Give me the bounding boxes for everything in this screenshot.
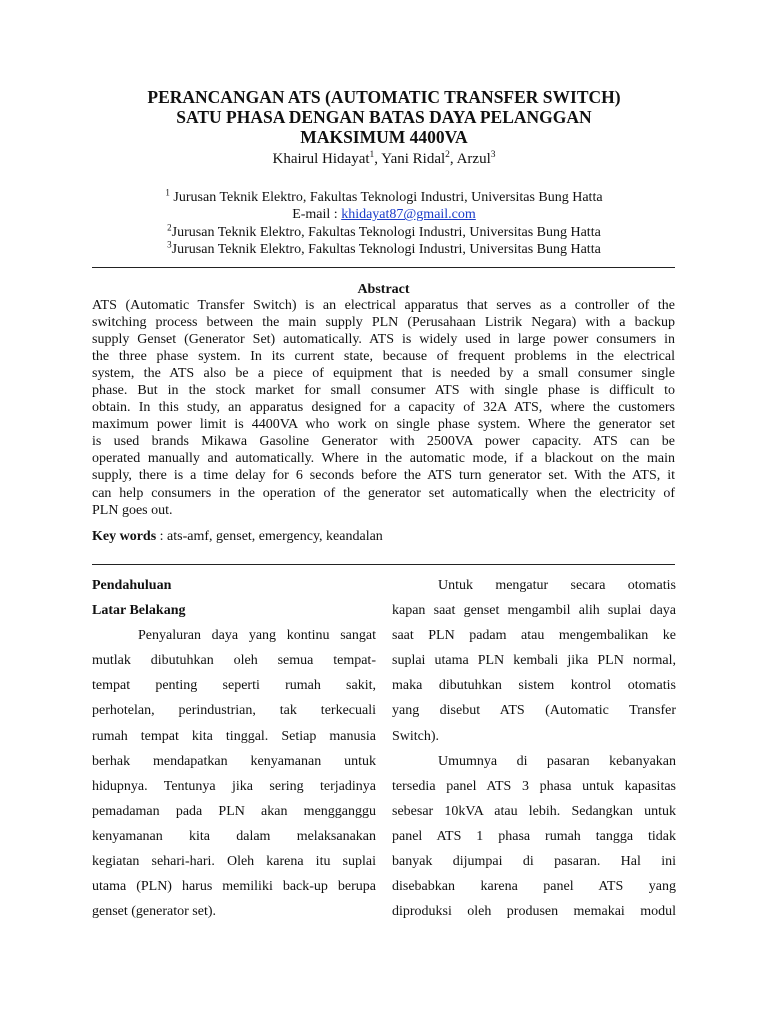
abstract-line: system, the ATS also be a piece of equipment that is needed by a small consumer single — [92, 366, 675, 382]
title-line: MAKSIMUM 4400VA — [300, 127, 468, 147]
author-name: Arzul — [456, 151, 491, 167]
body-line: utama (PLN) harus memiliki back-up berupa — [92, 879, 376, 895]
abstract-text — [92, 297, 675, 519]
left-column — [92, 573, 376, 924]
author-separator: , — [449, 151, 457, 167]
title-line: SATU PHASA DENGAN BATAS DAYA PELANGGAN — [176, 107, 592, 127]
body-line: genset (generator set). — [92, 904, 216, 920]
body-line: berhak mendapatkan kenyamanan untuk — [92, 753, 376, 769]
author-affiliation-mark: 1 — [369, 150, 375, 160]
right-column — [392, 573, 676, 924]
body-line: disebabkan karena panel ATS yang — [392, 879, 676, 895]
affiliation-mark: 1 — [165, 187, 170, 198]
abstract-line: the three phase system. In its current state, because of frequent problems in the electrical — [92, 349, 675, 365]
body-line: panel ATS 1 phasa rumah tangga tidak — [392, 828, 676, 844]
abstract-line: PLN goes out. — [92, 502, 173, 518]
author-separator: , — [374, 151, 382, 167]
affiliation-text: Jurusan Teknik Elektro, Fakultas Teknologi Industri, Universitas Bung Hatta — [171, 241, 601, 257]
affiliation-mark: 3 — [167, 239, 172, 250]
abstract-heading: Abstract — [357, 282, 410, 297]
affiliation-text: Jurusan Teknik Elektro, Fakultas Teknologi Industri, Universitas Bung Hatta — [171, 224, 601, 240]
body-line: pemadaman pada PLN akan mengganggu — [92, 803, 376, 819]
author-affiliation-mark: 3 — [490, 150, 496, 160]
abstract-line: supply Genset (Generator Set) automatically. ATS is widely used in large power consumers in — [92, 332, 675, 348]
body-line: tempat penting seperti rumah sakit, — [92, 678, 376, 694]
body-line: Umumnya di pasaran kebanyakan — [438, 753, 676, 769]
body-line: Switch). — [392, 728, 440, 744]
author-list — [90, 150, 678, 168]
keywords-label: Key words — [92, 529, 157, 544]
email-line — [90, 206, 678, 223]
body-line: banyak dijumpai di pasaran. Hal ini — [392, 854, 676, 870]
abstract-line: switching process between the main supply PLN (Perusahaan Listrik Negara) with a backup — [92, 315, 675, 331]
body-line: diproduksi oleh produsen memakai modul — [392, 904, 676, 920]
abstract-line: maximum power limit is 4400VA who work on single phase system. Where the generator set — [92, 417, 675, 433]
title-line: PERANCANGAN ATS (AUTOMATIC TRANSFER SWITCH) — [147, 87, 621, 107]
abstract-line: can help consumers in the operation of the generator set automatically when the electricity of — [92, 485, 675, 501]
abstract-line: obtain. In this study, an apparatus designed for a capacity of 32A ATS, where the customers — [92, 400, 675, 416]
body-line: kapan saat genset mengambil alih suplai daya — [392, 603, 676, 619]
body-line: maka dibutuhkan sistem kontrol otomatis — [392, 678, 676, 694]
affiliation-block — [90, 189, 678, 258]
abstract-line: phase. But in the stock market for small consumer ATS with single phase is difficult to — [92, 383, 675, 399]
body-line: hidupnya. Tentunya jika sering terjadinya — [92, 778, 376, 794]
abstract-line: ATS (Automatic Transfer Switch) is an electrical apparatus that serves as a controller of the — [92, 298, 675, 313]
subsection-heading: Latar Belakang — [92, 603, 186, 619]
email-link[interactable]: khidayat87@gmail.com — [341, 207, 476, 223]
header-divider — [92, 267, 675, 268]
keywords — [92, 528, 675, 545]
body-line: saat PLN padam atau mengembalikan ke — [392, 628, 676, 644]
affiliation-2 — [90, 221, 678, 241]
section-heading: Pendahuluan — [92, 578, 172, 593]
author-name: Yani Ridal — [381, 151, 446, 167]
keywords-text: : ats-amf, genset, emergency, keandalan — [156, 529, 383, 544]
abstract-line: operated manually and automatically. Where in the automatic mode, if a blackout on the main — [92, 451, 675, 467]
body-line: tersedia panel ATS 3 phasa untuk kapasitas — [392, 778, 676, 794]
body-line: yang disebut ATS (Automatic Transfer — [392, 703, 676, 719]
body-line: sebesar 10kVA atau lebih. Sedangkan untuk — [392, 803, 676, 819]
abstract-line: supply, there is a time delay for 6 seconds before the ATS turn generator set. With the ATS, it — [92, 468, 675, 484]
abstract-divider — [92, 564, 675, 565]
abstract-line: is used brands Mikawa Gasoline Generator with 2500VA power capacity. ATS can be — [92, 434, 675, 450]
affiliation-3 — [90, 241, 678, 258]
affiliation-text: Jurusan Teknik Elektro, Fakultas Teknologi Industri, Universitas Bung Hatta — [169, 190, 603, 205]
body-line: suplai utama PLN kembali jika PLN normal, — [392, 653, 676, 669]
body-line: mutlak dibutuhkan oleh semua tempat- — [92, 653, 376, 669]
author-affiliation-mark: 2 — [445, 150, 450, 160]
affiliation-mark: 2 — [167, 221, 172, 232]
body-line: kegiatan sehari-hari. Oleh karena itu suplai — [92, 854, 376, 870]
body-line: rumah tempat kita tinggal. Setiap manusia — [92, 728, 376, 744]
body-line: Untuk mengatur secara otomatis — [438, 578, 676, 593]
body-line: kenyamanan kita dalam melaksanakan — [92, 828, 376, 844]
body-line: perhotelan, perindustrian, tak terkecuali — [92, 703, 376, 719]
body-line: Penyaluran daya yang kontinu sangat — [138, 628, 376, 644]
paper-title — [90, 87, 678, 147]
email-label: E-mail : — [292, 207, 342, 223]
author-name: Khairul Hidayat — [272, 151, 370, 167]
affiliation-1 — [90, 189, 678, 206]
